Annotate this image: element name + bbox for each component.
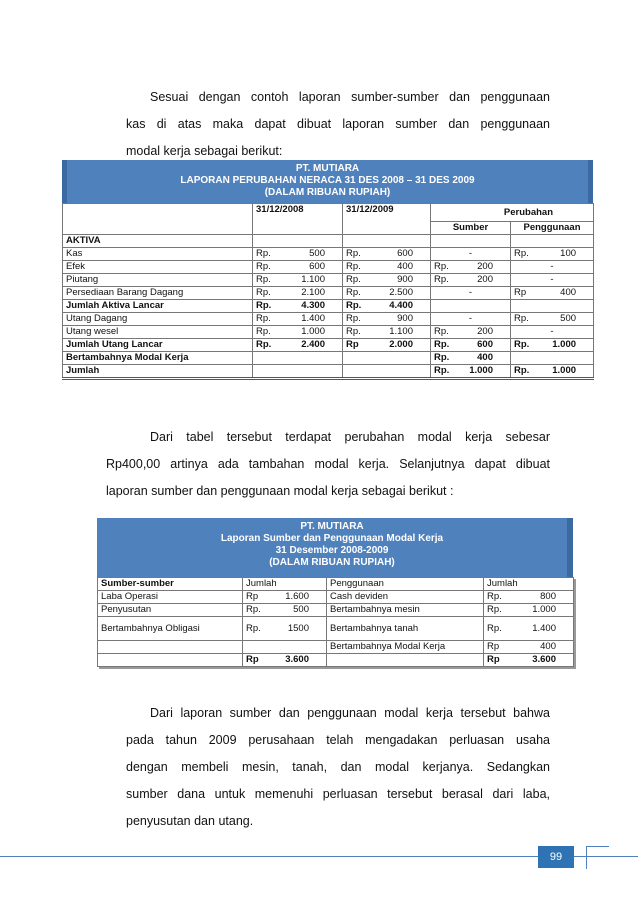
amount-value: 500 [309, 248, 325, 259]
closing-line-4: sumber dana untuk memenuhi perluasan tersebut berasal dari laba, [126, 787, 550, 801]
closing-line-1: Dari laporan sumber dan penggunaan modal kerja tersebut bahwa [150, 706, 550, 720]
row-label: Jumlah Aktiva Lancar [63, 300, 253, 313]
change-value: - [431, 287, 511, 300]
currency-label: Rp. [514, 339, 530, 350]
amount-value: 1.600 [285, 591, 309, 602]
closing-line-3: dengan membeli mesin, tanah, dan modal kerjanya. Sedangkan [126, 760, 550, 774]
row-label: Jumlah Utang Lancar [63, 339, 253, 352]
amount-value: 4.400 [389, 300, 413, 311]
currency-label: Rp. [256, 313, 271, 324]
currency-label: Rp. [514, 313, 529, 324]
currency-label: Rp. [346, 274, 361, 285]
report-unit: (DALAM RIBUAN RUPIAH) [264, 187, 391, 198]
amount-value: 600 [397, 248, 413, 259]
amount-value: 1.000 [552, 365, 577, 376]
table-row [63, 339, 594, 352]
amount-value: 400 [477, 352, 493, 363]
change-value [511, 352, 594, 365]
change-value [511, 300, 594, 313]
mid-paragraph [106, 424, 550, 505]
amount-value: 800 [540, 591, 556, 602]
currency-label: Rp. [434, 365, 450, 376]
amount-value: 600 [477, 339, 493, 350]
currency-label: Rp. [487, 591, 502, 602]
currency-label: Rp [246, 591, 259, 602]
amount-value: 1.000 [532, 604, 556, 615]
table-row [63, 326, 594, 339]
intro-line-1: Sesuai dengan contoh laporan sumber-sumber dan penggunaan [150, 90, 550, 104]
col-2008: 31/12/2008 [253, 204, 343, 222]
mid-line-3: laporan sumber dan penggunaan modal kerja sebagai berikut : [106, 484, 454, 498]
row-label: Efek [63, 261, 253, 274]
table-row [63, 365, 594, 379]
table-row [63, 261, 594, 274]
amount-value: 500 [293, 604, 309, 615]
change-value: - [431, 313, 511, 326]
amount-value: 600 [309, 261, 325, 272]
currency-label: Rp. [256, 339, 272, 350]
amount-value: 400 [540, 641, 556, 652]
currency-label: Rp [246, 654, 259, 665]
table-row [98, 604, 574, 617]
header-jumlah-penggunaan: Jumlah [484, 578, 574, 591]
col-penggunaan: Penggunaan [511, 222, 594, 235]
amount-value: 200 [477, 326, 493, 337]
currency-label: Rp. [256, 326, 271, 337]
closing-paragraph [126, 700, 550, 835]
currency-label: Rp. [514, 248, 529, 259]
currency-label: Rp. [434, 326, 449, 337]
currency-label: Rp. [256, 300, 272, 311]
table-row [63, 248, 594, 261]
amount-value: 1.000 [301, 326, 325, 337]
amount-value: 100 [560, 248, 577, 259]
table-row [63, 274, 594, 287]
company-name-2: PT. MUTIARA [300, 521, 364, 532]
amount-value: 1.400 [301, 313, 325, 324]
closing-line-5: penyusutan dan utang. [126, 814, 254, 828]
amount-value: 200 [477, 274, 493, 285]
source-label: Bertambahnya Obligasi [98, 617, 243, 641]
funds-report-unit: (DALAM RIBUAN RUPIAH) [269, 557, 395, 568]
currency-label: Rp. [346, 313, 361, 324]
currency-label: Rp. [346, 287, 361, 298]
col-perubahan: Perubahan [431, 204, 594, 222]
mid-line-2: Rp400,00 artinya ada tambahan modal kerja. Selanjutnya dapat dibuat [106, 457, 550, 471]
row-label: Piutang [63, 274, 253, 287]
page-number: 99 [538, 846, 574, 868]
currency-label: Rp. [256, 274, 271, 285]
currency-label: Rp. [434, 352, 450, 363]
row-label: Utang wesel [63, 326, 253, 339]
amount-value: 400 [560, 287, 577, 298]
currency-label: Rp. [246, 622, 261, 634]
amount-value: 3.600 [532, 654, 556, 665]
intro-line-2: kas di atas maka dapat dibuat laporan sumber dan penggunaan [126, 117, 550, 131]
col-sumber: Sumber [431, 222, 511, 235]
total-row [98, 654, 574, 667]
amount-value: 500 [560, 313, 577, 324]
header-sumber: Sumber-sumber [98, 578, 243, 591]
amount-value: 900 [397, 313, 413, 324]
report-title: LAPORAN PERUBAHAN NERACA 31 DES 2008 – 31 DES 2009 [180, 175, 475, 186]
table-row [63, 313, 594, 326]
table-row [63, 352, 594, 365]
balance-change-table-header [62, 160, 593, 203]
amount-value: 1.100 [389, 326, 413, 337]
amount-value: 400 [397, 261, 413, 272]
funds-report-table [97, 518, 573, 667]
currency-label: Rp. [346, 300, 362, 311]
change-value: - [511, 261, 594, 274]
amount-value: 200 [477, 261, 493, 272]
use-label: Bertambahnya tanah [327, 617, 484, 641]
currency-label: Rp. [246, 604, 261, 615]
amount-value: 2.500 [389, 287, 413, 298]
funds-report-title: Laporan Sumber dan Penggunaan Modal Kerja [220, 533, 444, 544]
col-2009: 31/12/2009 [343, 204, 431, 222]
balance-change-table [62, 160, 593, 380]
mid-line-1: Dari tabel tersebut terdapat perubahan modal kerja sebesar [150, 430, 550, 444]
amount-value: 1.100 [301, 274, 325, 285]
section-aktiva: AKTIVA [63, 235, 253, 248]
table-row [98, 641, 574, 654]
use-label: Bertambahnya Modal Kerja [327, 641, 484, 654]
closing-line-2: pada tahun 2009 perusahaan telah mengadakan perluasan usaha [126, 733, 550, 747]
change-value: - [511, 326, 594, 339]
amount-value: 2.000 [389, 339, 413, 350]
amount-value: 1500 [287, 622, 309, 634]
table-row [98, 617, 574, 641]
currency-label: Rp. [434, 274, 449, 285]
amount-value: 4.300 [301, 300, 325, 311]
header-penggunaan: Penggunaan [327, 578, 484, 591]
source-label: Penyusutan [98, 604, 243, 617]
currency-label: Rp [487, 654, 500, 665]
table-row [63, 287, 594, 300]
funds-report-period: 31 Desember 2008-2009 [275, 545, 389, 556]
intro-line-3: modal kerja sebagai berikut: [126, 144, 283, 158]
amount-value: 1.400 [532, 622, 556, 634]
use-label: Bertambahnya mesin [327, 604, 484, 617]
currency-label: Rp. [434, 261, 449, 272]
currency-label: Rp. [487, 604, 502, 615]
source-label: Laba Operasi [98, 591, 243, 604]
currency-label: Rp. [256, 287, 271, 298]
currency-label: Rp. [346, 248, 361, 259]
table-row [98, 591, 574, 604]
currency-label: Rp [514, 287, 527, 298]
change-value: - [511, 274, 594, 287]
header-jumlah-sumber: Jumlah [243, 578, 327, 591]
currency-label: Rp. [434, 339, 450, 350]
amount-value: 2.100 [301, 287, 325, 298]
company-name: PT. MUTIARA [295, 163, 360, 174]
currency-label: Rp. [514, 365, 530, 376]
currency-label: Rp. [256, 248, 271, 259]
funds-report-header [97, 518, 573, 577]
row-label: Jumlah [63, 365, 253, 379]
amount-value: 3.600 [285, 654, 309, 665]
use-label: Cash deviden [327, 591, 484, 604]
source-label [98, 641, 243, 654]
currency-label: Rp. [256, 261, 271, 272]
row-label: Kas [63, 248, 253, 261]
currency-label: Rp [487, 641, 500, 652]
row-label: Utang Dagang [63, 313, 253, 326]
amount-value: 1.000 [552, 339, 577, 350]
table-row [63, 300, 594, 313]
change-value [431, 300, 511, 313]
footer-corner-decoration [586, 846, 609, 869]
currency-label: Rp. [346, 261, 361, 272]
currency-label: Rp [346, 339, 359, 350]
currency-label: Rp. [487, 622, 502, 634]
intro-paragraph [126, 84, 550, 165]
amount-value: 900 [397, 274, 413, 285]
row-label: Bertambahnya Modal Kerja [63, 352, 253, 365]
row-label: Persediaan Barang Dagang [63, 287, 253, 300]
amount-value: 1.000 [469, 365, 493, 376]
amount-value: 2.400 [301, 339, 325, 350]
change-value: - [431, 248, 511, 261]
currency-label: Rp. [346, 326, 361, 337]
